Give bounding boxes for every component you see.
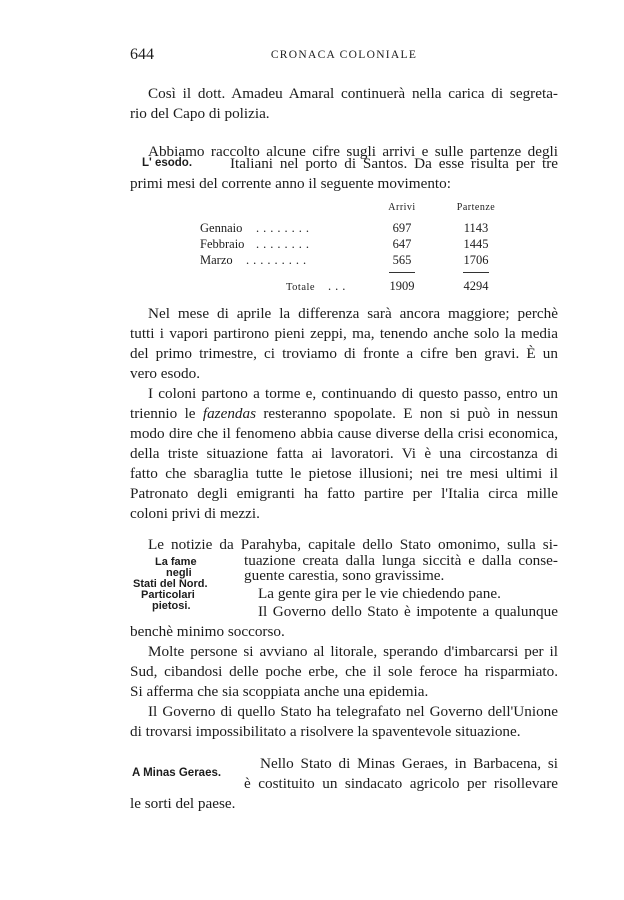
side-note-line: pietosi. <box>152 600 191 612</box>
text-line: di trovarsi impossibilitato a risolvere la spaventevole situazione. <box>130 723 521 740</box>
table-cell-partenze: 1143 <box>463 221 489 235</box>
text-line: Nello Stato di Minas Geraes, in Barbacena, si <box>260 755 558 772</box>
text-line: coloni privi di mezzi. <box>130 505 260 522</box>
text-line: Molte persone si avviano al litorale, sperando d'imbarcarsi per il <box>148 643 558 660</box>
total-label: Totale <box>286 282 316 293</box>
total-arrivi: 1909 <box>389 279 415 293</box>
text-line: Nel mese di aprile la differenza sarà ancora maggiore; perchè <box>148 305 558 322</box>
text-line: del primo trimestre, ci troviamo di fronte a cifre ben gravi. È un <box>130 345 558 362</box>
side-note-line: La fame <box>155 556 197 568</box>
text-line: rio del Capo di polizia. <box>130 105 270 122</box>
column-header-partenze: Partenze <box>456 202 496 213</box>
text-line: La gente gira per le vie chiedendo pane. <box>258 585 501 602</box>
leader-dots: ........ <box>256 237 313 251</box>
text-span: triennio le <box>130 405 203 422</box>
text-line: le sorti del paese. <box>130 795 236 812</box>
leader-dots: ........ <box>256 221 313 235</box>
text-line: modo dire che il fenomeno abbia cause diverse della crisi economica, <box>130 425 558 442</box>
text-line: Sud, cibandosi delle poche erbe, che il sole feroce ha risparmiato. <box>130 663 558 680</box>
table-cell-arrivi: 697 <box>392 221 412 235</box>
text-line: guente carestia, sono gravissime. <box>244 567 445 584</box>
text-line: tutti i vapori partirono pieni zeppi, ma, tenendo anche solo la media <box>130 325 558 342</box>
running-title: CRONACA COLONIALE <box>270 49 418 61</box>
total-partenze: 4294 <box>463 279 489 293</box>
text-line: fatto che sbaraglia tutte le pietose illusioni; nei tre mesi ultimi il <box>130 465 558 482</box>
table-row-month: Marzo <box>200 253 233 267</box>
text-line: Italiani nel porto di Santos. Da esse risulta per tre <box>230 155 558 172</box>
text-line: Abbiamo raccolto alcune cifre sugli arrivi e sulle partenze degli <box>148 143 558 160</box>
text-line: benchè minimo soccorso. <box>130 623 285 640</box>
side-note-line: negli <box>166 567 192 579</box>
text-line: tuazione creata dalla lunga siccità e dalla conse- <box>244 552 558 569</box>
text-line: Patronato degli emigranti ha fatto partire per l'Italia circa mille <box>130 485 558 502</box>
text-line: Si afferma che sia scoppiata anche una epidemia. <box>130 683 429 700</box>
sum-rule <box>389 272 415 273</box>
text-line: primi mesi del corrente anno il seguente movimento: <box>130 175 451 192</box>
text-line: Il Governo di quello Stato ha telegrafato nel Governo dell'Unione <box>148 703 558 720</box>
leader-dots: ......... <box>246 253 311 267</box>
text-line: Le notizie da Parahyba, capitale dello Stato omonimo, sulla si- <box>148 536 558 553</box>
text-line: della triste situazione fatta ai lavoratori. Vi è una circostanza di <box>130 445 558 462</box>
text-line: I coloni partono a torme e, continuando di questo passo, entro un <box>148 385 558 402</box>
sum-rule <box>463 272 489 273</box>
text-line: vero esodo. <box>130 365 201 382</box>
table-cell-arrivi: 647 <box>392 237 412 251</box>
table-cell-arrivi: 565 <box>392 253 412 267</box>
side-note-line: Stati del Nord. <box>133 578 208 590</box>
page-header <box>130 46 558 68</box>
page-number: 644 <box>130 46 154 63</box>
text-line: è costituito un sindacato agricolo per risollevare <box>244 775 558 792</box>
side-note-esodo: L' esodo. <box>142 157 193 169</box>
text-span: resteranno spopolate. E non si può in nessun <box>256 405 558 422</box>
side-note-minas: A Minas Geraes. <box>132 767 222 779</box>
text-line: Così il dott. Amadeu Amaral continuerà nella carica di segreta- <box>148 85 558 102</box>
side-note-line: Particolari <box>141 589 195 601</box>
column-header-arrivi: Arrivi <box>388 202 416 213</box>
table-row-month: Gennaio <box>200 221 243 235</box>
table-row-month: Febbraio <box>200 237 245 251</box>
table-cell-partenze: 1445 <box>463 237 489 251</box>
leader-dots: ... <box>328 279 350 293</box>
text-line: Il Governo dello Stato è impotente a qualunque <box>258 603 558 620</box>
table-cell-partenze: 1706 <box>463 253 489 267</box>
text-line <box>130 404 558 424</box>
italic-term: fazendas <box>202 405 257 422</box>
